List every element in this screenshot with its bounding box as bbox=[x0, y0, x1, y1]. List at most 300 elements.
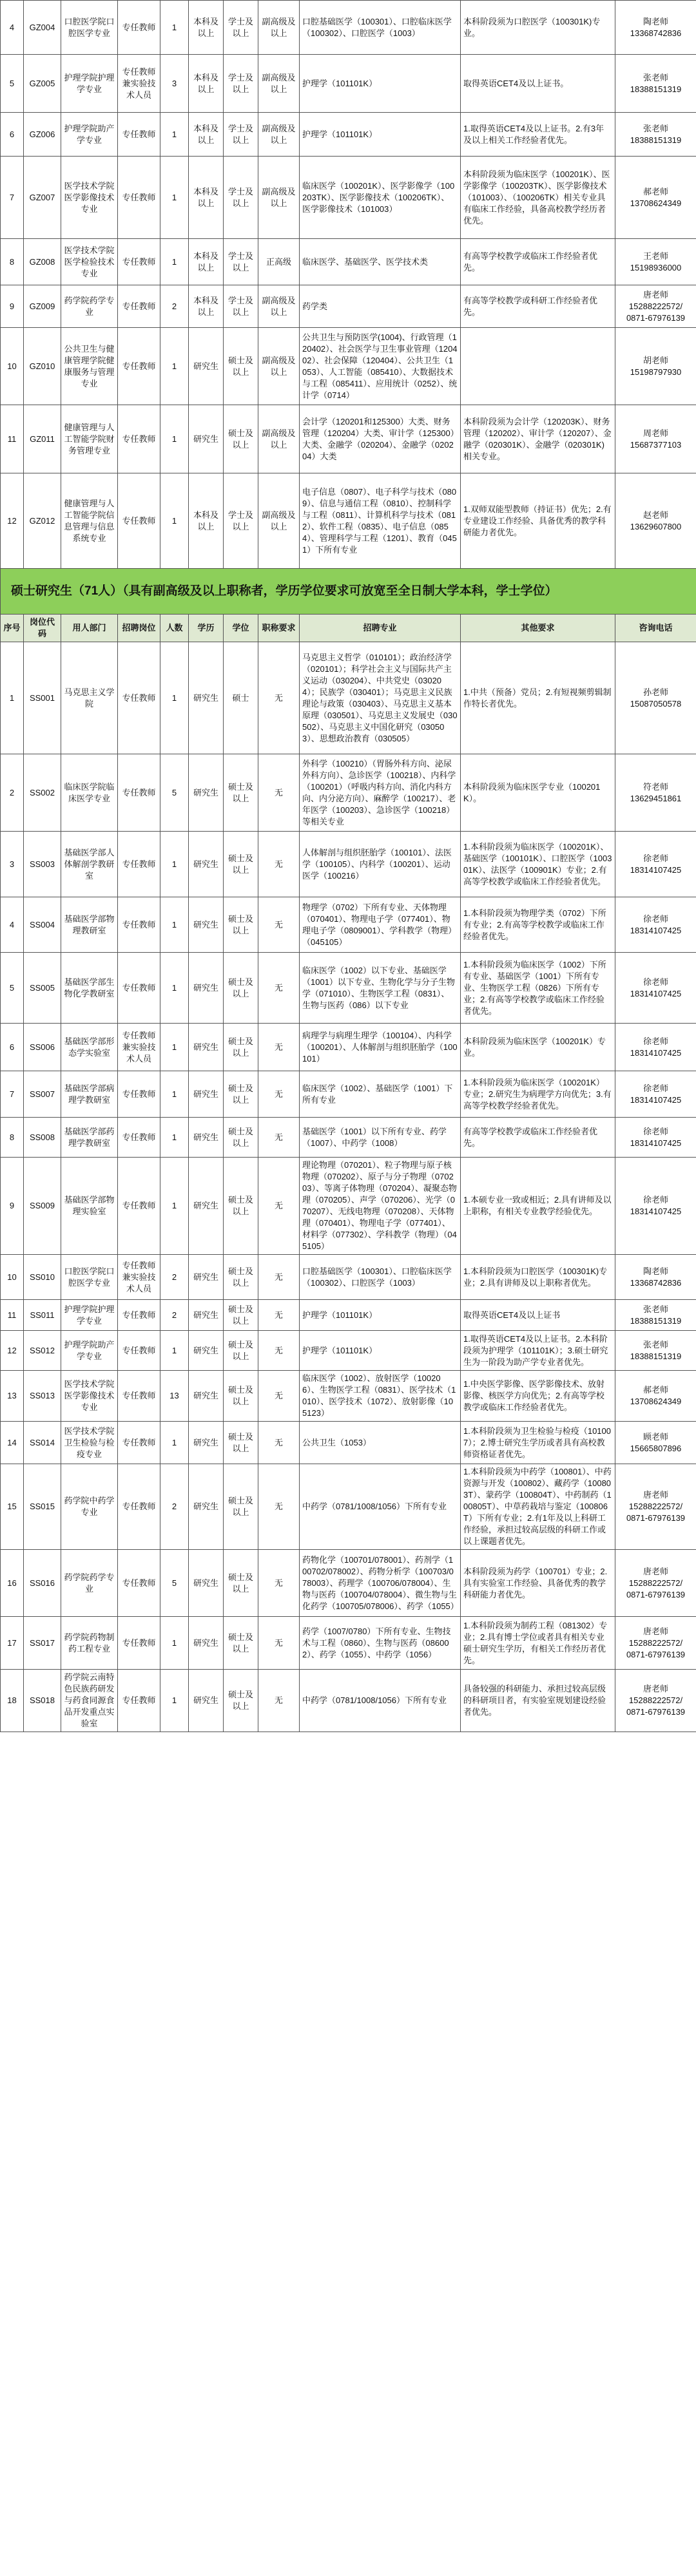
cell-contact: 符老师 13629451861 bbox=[615, 754, 696, 832]
cell-other: 1.本科阶段须为口腔医学（100301K)专业；2.具有讲师及以上职称者优先。 bbox=[461, 1255, 615, 1300]
cell-no: 3 bbox=[1, 832, 24, 897]
cell-major: 病理学与病理生理学（100104）、内科学（100201）、人体解剖与组织胚胎学（100101） bbox=[300, 1024, 461, 1071]
cell-code: GZ012 bbox=[24, 473, 61, 569]
cell-edu: 本科及以上 bbox=[189, 285, 224, 328]
cell-code: SS018 bbox=[24, 1670, 61, 1732]
table-row bbox=[1, 897, 696, 953]
cell-major: 基础医学（1001）以下所有专业、药学（1007）、中药学（1008） bbox=[300, 1118, 461, 1158]
cell-dept: 药学院中药学专业 bbox=[61, 1464, 118, 1550]
cell-title: 副高级及以上 bbox=[258, 157, 300, 239]
cell-code: SS009 bbox=[24, 1158, 61, 1255]
cell-major: 公共卫生（1053） bbox=[300, 1422, 461, 1464]
cell-code: GZ005 bbox=[24, 55, 61, 113]
cell-major: 护理学（101101K） bbox=[300, 113, 461, 157]
cell-dept: 健康管理与人工智能学院信息管理与信息系统专业 bbox=[61, 473, 118, 569]
cell-code: SS014 bbox=[24, 1422, 61, 1464]
cell-title: 无 bbox=[258, 1331, 300, 1371]
table-row bbox=[1, 1024, 696, 1071]
cell-contact: 周老师 15687377103 bbox=[615, 405, 696, 473]
header-dept: 用人部门 bbox=[61, 615, 118, 642]
cell-dept: 基础医学部病理学教研室 bbox=[61, 1071, 118, 1118]
cell-post: 专任教师 bbox=[118, 1071, 160, 1118]
cell-no: 12 bbox=[1, 1331, 24, 1371]
cell-degree: 硕士及以上 bbox=[224, 1158, 258, 1255]
cell-degree: 硕士及以上 bbox=[224, 1464, 258, 1550]
cell-contact: 王老师 15198936000 bbox=[615, 239, 696, 285]
cell-post: 专任教师 bbox=[118, 1300, 160, 1331]
cell-no: 9 bbox=[1, 1158, 24, 1255]
cell-other: 1.中共（预备）党员；2.有短视频剪辑制作特长者优先。 bbox=[461, 642, 615, 754]
cell-other: 1.本硕专业一致或相近；2.具有讲师及以上职称，有相关专业教学经验优先。 bbox=[461, 1158, 615, 1255]
cell-title: 无 bbox=[258, 1670, 300, 1732]
cell-num: 1 bbox=[160, 239, 189, 285]
cell-other: 有高等学校教学或临床工作经验者优先。 bbox=[461, 239, 615, 285]
cell-code: GZ009 bbox=[24, 285, 61, 328]
cell-post: 专任教师 bbox=[118, 1118, 160, 1158]
cell-major: 理论物理（070201）、粒子物理与原子核物理（070202）、原子与分子物理（070203）、等离子体物理（070204）、凝聚态物理（070205）、声学（070206）、光学（070207）、无线电物理（070208）、天体物理（070401）、物理电子学（077401）、材料学（077302）、学科教学（物理）（045105） bbox=[300, 1158, 461, 1255]
cell-degree: 硕士及以上 bbox=[224, 1024, 258, 1071]
cell-code: SS007 bbox=[24, 1071, 61, 1118]
cell-no: 11 bbox=[1, 405, 24, 473]
cell-code: SS012 bbox=[24, 1331, 61, 1371]
cell-edu: 研究生 bbox=[189, 1550, 224, 1617]
cell-edu: 研究生 bbox=[189, 1617, 224, 1670]
cell-num: 1 bbox=[160, 1071, 189, 1118]
cell-dept: 药学院药学专业 bbox=[61, 285, 118, 328]
cell-post: 专任教师兼实验技术人员 bbox=[118, 1024, 160, 1071]
table-row bbox=[1, 405, 696, 473]
cell-no: 5 bbox=[1, 55, 24, 113]
cell-other: 有高等学校教学或科研工作经验者优先。 bbox=[461, 285, 615, 328]
cell-post: 专任教师 bbox=[118, 1371, 160, 1422]
section-header-row bbox=[1, 569, 696, 615]
cell-contact: 徐老师 18314107425 bbox=[615, 1071, 696, 1118]
cell-degree: 硕士及以上 bbox=[224, 1118, 258, 1158]
cell-dept: 医学技术学院医学影像技术专业 bbox=[61, 157, 118, 239]
cell-num: 13 bbox=[160, 1371, 189, 1422]
cell-num: 1 bbox=[160, 1331, 189, 1371]
cell-no: 15 bbox=[1, 1464, 24, 1550]
cell-contact: 顾老师 15665807896 bbox=[615, 1422, 696, 1464]
cell-no: 12 bbox=[1, 473, 24, 569]
cell-code: SS011 bbox=[24, 1300, 61, 1331]
cell-contact: 唐老师 15288222572/ 0871-67976139 bbox=[615, 285, 696, 328]
cell-code: GZ011 bbox=[24, 405, 61, 473]
cell-num: 1 bbox=[160, 897, 189, 953]
cell-major: 中药学（0781/1008/1056）下所有专业 bbox=[300, 1670, 461, 1732]
cell-degree: 硕士及以上 bbox=[224, 405, 258, 473]
cell-no: 8 bbox=[1, 1118, 24, 1158]
cell-dept: 药学院药学专业 bbox=[61, 1550, 118, 1617]
cell-title: 无 bbox=[258, 1118, 300, 1158]
cell-degree: 硕士及以上 bbox=[224, 754, 258, 832]
cell-edu: 研究生 bbox=[189, 953, 224, 1024]
cell-num: 1 bbox=[160, 157, 189, 239]
cell-other: 1.双师双能型教师（持证书）优先；2.有专业建设工作经验、具备优秀的教学科研能力者优先。 bbox=[461, 473, 615, 569]
cell-dept: 护理学院助产学专业 bbox=[61, 113, 118, 157]
cell-major: 护理学（101101K） bbox=[300, 55, 461, 113]
cell-post: 专任教师 bbox=[118, 113, 160, 157]
cell-post: 专任教师 bbox=[118, 1670, 160, 1732]
cell-edu: 研究生 bbox=[189, 1670, 224, 1732]
header-other: 其他要求 bbox=[461, 615, 615, 642]
cell-other: 有高等学校教学或临床工作经验者优先。 bbox=[461, 1118, 615, 1158]
cell-no: 13 bbox=[1, 1371, 24, 1422]
table-row bbox=[1, 1158, 696, 1255]
table-row bbox=[1, 113, 696, 157]
cell-dept: 护理学院助产学专业 bbox=[61, 1331, 118, 1371]
cell-other: 1.本科阶段须为临床医学（1002）下所有专业、基础医学（1001）下所有专业、生物医学工程（0826）下所有专业；2.有高等学校教学或临床工作经验者优先。 bbox=[461, 953, 615, 1024]
cell-other: 取得英语CET4及以上证书。 bbox=[461, 55, 615, 113]
header-num: 人数 bbox=[160, 615, 189, 642]
table-row bbox=[1, 55, 696, 113]
cell-no: 10 bbox=[1, 328, 24, 405]
cell-edu: 研究生 bbox=[189, 1422, 224, 1464]
cell-degree: 硕士及以上 bbox=[224, 1550, 258, 1617]
table-row bbox=[1, 1371, 696, 1422]
cell-code: GZ004 bbox=[24, 1, 61, 55]
table-row bbox=[1, 328, 696, 405]
cell-degree: 硕士及以上 bbox=[224, 897, 258, 953]
cell-contact: 郝老师 13708624349 bbox=[615, 1371, 696, 1422]
cell-no: 18 bbox=[1, 1670, 24, 1732]
cell-title: 无 bbox=[258, 1300, 300, 1331]
cell-post: 专任教师 bbox=[118, 897, 160, 953]
cell-title: 副高级及以上 bbox=[258, 473, 300, 569]
cell-major: 临床医学（1002）、基础医学（1001）下所有专业 bbox=[300, 1071, 461, 1118]
cell-major: 临床医学、基础医学、医学技术类 bbox=[300, 239, 461, 285]
cell-post: 专任教师 bbox=[118, 1, 160, 55]
cell-degree: 硕士及以上 bbox=[224, 328, 258, 405]
cell-dept: 护理学院护理学专业 bbox=[61, 55, 118, 113]
cell-code: SS013 bbox=[24, 1371, 61, 1422]
cell-edu: 研究生 bbox=[189, 1300, 224, 1331]
cell-title: 无 bbox=[258, 1371, 300, 1422]
cell-num: 3 bbox=[160, 55, 189, 113]
cell-post: 专任教师 bbox=[118, 1617, 160, 1670]
cell-title: 副高级及以上 bbox=[258, 113, 300, 157]
cell-code: SS008 bbox=[24, 1118, 61, 1158]
cell-title: 无 bbox=[258, 1024, 300, 1071]
cell-num: 5 bbox=[160, 754, 189, 832]
cell-contact: 唐老师 15288222572/ 0871-67976139 bbox=[615, 1670, 696, 1732]
cell-other: 本科阶段须为临床医学（100201K）、医学影像学（100203TK）、医学影像技术（101003）、（100206TK）相关专业具有临床工作经验，具备高校教学经历者优先。 bbox=[461, 157, 615, 239]
cell-title: 无 bbox=[258, 953, 300, 1024]
cell-major: 临床医学（1002）以下专业、基础医学（1001）以下专业、生物化学与分子生物学（071010）、生物医学工程（0831）、生物与医药（086）以下专业 bbox=[300, 953, 461, 1024]
cell-edu: 本科及以上 bbox=[189, 157, 224, 239]
cell-degree: 学士及以上 bbox=[224, 473, 258, 569]
table-row bbox=[1, 473, 696, 569]
cell-no: 17 bbox=[1, 1617, 24, 1670]
cell-degree: 学士及以上 bbox=[224, 157, 258, 239]
cell-title: 无 bbox=[258, 1255, 300, 1300]
cell-other: 1.本科阶段须为临床医学（100201K）、基础医学（100101K）、口腔医学（100301K）、法医学（100901K）专业；2.有高等学校教学或临床工作经验者优先。 bbox=[461, 832, 615, 897]
table-row bbox=[1, 157, 696, 239]
cell-dept: 医学技术学院医学检验技术专业 bbox=[61, 239, 118, 285]
cell-dept: 公共卫生与健康管理学院健康服务与管理专业 bbox=[61, 328, 118, 405]
cell-dept: 基础医学部物理实验室 bbox=[61, 1158, 118, 1255]
cell-contact: 张老师 18388151319 bbox=[615, 1300, 696, 1331]
cell-degree: 硕士及以上 bbox=[224, 1331, 258, 1371]
cell-code: SS001 bbox=[24, 642, 61, 754]
cell-title: 副高级及以上 bbox=[258, 55, 300, 113]
cell-title: 副高级及以上 bbox=[258, 1, 300, 55]
cell-dept: 医学技术学院卫生检验与检疫专业 bbox=[61, 1422, 118, 1464]
cell-title: 无 bbox=[258, 754, 300, 832]
cell-degree: 硕士 bbox=[224, 642, 258, 754]
cell-degree: 学士及以上 bbox=[224, 1, 258, 55]
cell-other: 取得英语CET4及以上证书 bbox=[461, 1300, 615, 1331]
cell-major: 药物化学（100701/078001）、药剂学（100702/078002）、药物分析学（100703/078003）、药理学（100706/078004）、生物与医药（100704/078004）、微生物与生化药学（100705/078006）、药学（1055） bbox=[300, 1550, 461, 1617]
cell-post: 专任教师 bbox=[118, 328, 160, 405]
table-row bbox=[1, 1670, 696, 1732]
cell-dept: 基础医学部生物化学教研室 bbox=[61, 953, 118, 1024]
cell-major: 会计学（120201和125300）大类、财务管理（120204）大类、审计学（125300）大类、金融学（020204）、金融学（020204）大类 bbox=[300, 405, 461, 473]
cell-other: 1.本科阶段须为临床医学（100201K）专业；2.研究生为病理学方向优先；3.有高等学校教学经验者优先。 bbox=[461, 1071, 615, 1118]
cell-edu: 研究生 bbox=[189, 897, 224, 953]
cell-edu: 本科及以上 bbox=[189, 1, 224, 55]
cell-major: 口腔基础医学（100301）、口腔临床医学（100302）、口腔医学（1003） bbox=[300, 1, 461, 55]
cell-degree: 学士及以上 bbox=[224, 239, 258, 285]
cell-other: 本科阶段须为临床医学（100201K）专业。 bbox=[461, 1024, 615, 1071]
cell-contact: 唐老师 15288222572/ 0871-67976139 bbox=[615, 1550, 696, 1617]
cell-edu: 本科及以上 bbox=[189, 239, 224, 285]
table-row bbox=[1, 1422, 696, 1464]
cell-num: 1 bbox=[160, 405, 189, 473]
cell-dept: 马克思主义学院 bbox=[61, 642, 118, 754]
cell-edu: 研究生 bbox=[189, 1331, 224, 1371]
cell-code: SS003 bbox=[24, 832, 61, 897]
cell-num: 1 bbox=[160, 832, 189, 897]
cell-degree: 硕士及以上 bbox=[224, 1617, 258, 1670]
cell-dept: 临床医学院临床医学专业 bbox=[61, 754, 118, 832]
cell-degree: 硕士及以上 bbox=[224, 953, 258, 1024]
cell-major: 临床医学（100201K）、医学影像学（100203TK）、医学影像技术（100206TK）、医学影像技术（101003） bbox=[300, 157, 461, 239]
cell-num: 2 bbox=[160, 1464, 189, 1550]
table-row bbox=[1, 1255, 696, 1300]
cell-contact: 张老师 18388151319 bbox=[615, 1331, 696, 1371]
cell-num: 5 bbox=[160, 1550, 189, 1617]
table-row bbox=[1, 239, 696, 285]
table-row bbox=[1, 1331, 696, 1371]
cell-code: SS002 bbox=[24, 754, 61, 832]
cell-contact: 徐老师 18314107425 bbox=[615, 1158, 696, 1255]
cell-other bbox=[461, 328, 615, 405]
cell-code: GZ010 bbox=[24, 328, 61, 405]
cell-post: 专任教师 bbox=[118, 473, 160, 569]
cell-title: 副高级及以上 bbox=[258, 285, 300, 328]
cell-title: 无 bbox=[258, 1158, 300, 1255]
cell-contact: 陶老师 13368742836 bbox=[615, 1, 696, 55]
cell-post: 专任教师兼实验技术人员 bbox=[118, 55, 160, 113]
cell-title: 无 bbox=[258, 1422, 300, 1464]
table-row bbox=[1, 285, 696, 328]
cell-num: 1 bbox=[160, 1158, 189, 1255]
header-contact: 咨询电话 bbox=[615, 615, 696, 642]
cell-contact: 徐老师 18314107425 bbox=[615, 897, 696, 953]
cell-other: 本科阶段须为会计学（120203K）、财务管理（120202）、审计学（120207）、金融学（020301K）、金融学（020301K)相关专业。 bbox=[461, 405, 615, 473]
cell-edu: 研究生 bbox=[189, 1158, 224, 1255]
cell-num: 1 bbox=[160, 1024, 189, 1071]
cell-other: 1.本科阶段须为中药学（100801）、中药资源与开发（100802）、藏药学（100803T）、蒙药学（100804T）、中药制药（100805T）、中草药栽培与鉴定（100806T）下所有专业；2.有1年及以上科研工作经验，承担过较高层级的科研工作或以上课题者优先。 bbox=[461, 1464, 615, 1550]
cell-edu: 研究生 bbox=[189, 642, 224, 754]
top-rows bbox=[1, 1, 696, 569]
table-row bbox=[1, 1464, 696, 1550]
cell-code: SS005 bbox=[24, 953, 61, 1024]
cell-no: 2 bbox=[1, 754, 24, 832]
cell-code: SS015 bbox=[24, 1464, 61, 1550]
table-row bbox=[1, 1118, 696, 1158]
cell-title: 正高级 bbox=[258, 239, 300, 285]
cell-num: 1 bbox=[160, 1670, 189, 1732]
table-row bbox=[1, 1550, 696, 1617]
cell-major: 药学（1007/0780）下所有专业、生物技术与工程（0860）、生物与医药（086002）、药学（1055）、中药学（1056） bbox=[300, 1617, 461, 1670]
cell-code: GZ008 bbox=[24, 239, 61, 285]
cell-edu: 研究生 bbox=[189, 328, 224, 405]
header-major: 招聘专业 bbox=[300, 615, 461, 642]
cell-major: 人体解剖与组织胚胎学（100101）、法医学（100105）、内科学（100201）、运动医学（100216） bbox=[300, 832, 461, 897]
cell-edu: 研究生 bbox=[189, 1071, 224, 1118]
cell-dept: 医学技术学院医学影像技术专业 bbox=[61, 1371, 118, 1422]
cell-other: 1.中央医学影像、医学影像技术、放射影像、核医学方向优先；2.有高等学校教学或临床工作经验者优先。 bbox=[461, 1371, 615, 1422]
cell-title: 无 bbox=[258, 642, 300, 754]
cell-other: 1.取得英语CET4及以上证书。2.本科阶段须为护理学（101101K）；3.硕士研究生为一阶段为助产学专业者优先。 bbox=[461, 1331, 615, 1371]
cell-no: 7 bbox=[1, 157, 24, 239]
header-title: 职称要求 bbox=[258, 615, 300, 642]
cell-title: 无 bbox=[258, 1071, 300, 1118]
cell-dept: 基础医学部人体解剖学教研室 bbox=[61, 832, 118, 897]
cell-no: 4 bbox=[1, 897, 24, 953]
cell-major: 药学类 bbox=[300, 285, 461, 328]
cell-post: 专任教师 bbox=[118, 239, 160, 285]
cell-title: 无 bbox=[258, 832, 300, 897]
cell-degree: 硕士及以上 bbox=[224, 1255, 258, 1300]
cell-num: 1 bbox=[160, 642, 189, 754]
cell-contact: 赵老师 13629607800 bbox=[615, 473, 696, 569]
cell-num: 1 bbox=[160, 1, 189, 55]
cell-no: 11 bbox=[1, 1300, 24, 1331]
cell-code: SS004 bbox=[24, 897, 61, 953]
section-title: 硕士研究生（71人）（具有副高级及以上职称者，学历学位要求可放宽至全日制大学本科，学士学位） bbox=[1, 569, 696, 615]
cell-major: 口腔基础医学（100301）、口腔临床医学（100302）、口腔医学（1003） bbox=[300, 1255, 461, 1300]
cell-title: 无 bbox=[258, 1617, 300, 1670]
cell-no: 16 bbox=[1, 1550, 24, 1617]
cell-post: 专任教师 bbox=[118, 1464, 160, 1550]
cell-code: SS006 bbox=[24, 1024, 61, 1071]
cell-title: 副高级及以上 bbox=[258, 405, 300, 473]
cell-other: 1.取得英语CET4及以上证书。2.有3年及以上相关工作经验者优先。 bbox=[461, 113, 615, 157]
cell-num: 1 bbox=[160, 1118, 189, 1158]
cell-other: 1.本科阶段须为卫生检验与检疫（101007）；2.博士研究生学历或者具有高校教师资格证者优先。 bbox=[461, 1422, 615, 1464]
table-row bbox=[1, 642, 696, 754]
cell-contact: 徐老师 18314107425 bbox=[615, 953, 696, 1024]
cell-contact: 徐老师 18314107425 bbox=[615, 1024, 696, 1071]
cell-num: 1 bbox=[160, 1617, 189, 1670]
cell-no: 8 bbox=[1, 239, 24, 285]
cell-title: 无 bbox=[258, 1464, 300, 1550]
header-post: 招聘岗位 bbox=[118, 615, 160, 642]
cell-dept: 基础医学部药理学教研室 bbox=[61, 1118, 118, 1158]
cell-post: 专任教师 bbox=[118, 157, 160, 239]
table-row bbox=[1, 1, 696, 55]
cell-degree: 硕士及以上 bbox=[224, 1670, 258, 1732]
cell-no: 14 bbox=[1, 1422, 24, 1464]
cell-contact: 胡老师 15198797930 bbox=[615, 328, 696, 405]
cell-title: 无 bbox=[258, 1550, 300, 1617]
cell-major: 中药学（0781/1008/1056）下所有专业 bbox=[300, 1464, 461, 1550]
cell-no: 6 bbox=[1, 113, 24, 157]
cell-major: 临床医学（1002）、放射医学（100206）、生物医学工程（0831）、医学技术（1010）、医学技术（1072）、放射影像（105123） bbox=[300, 1371, 461, 1422]
cell-degree: 硕士及以上 bbox=[224, 1371, 258, 1422]
cell-degree: 学士及以上 bbox=[224, 113, 258, 157]
cell-no: 5 bbox=[1, 953, 24, 1024]
cell-other: 具备较强的科研能力、承担过较高层级的科研项目者，有实验室规划建设经验者优先。 bbox=[461, 1670, 615, 1732]
cell-num: 1 bbox=[160, 113, 189, 157]
header-degree: 学位 bbox=[224, 615, 258, 642]
cell-post: 专任教师兼实验技术人员 bbox=[118, 1255, 160, 1300]
cell-post: 专任教师 bbox=[118, 1422, 160, 1464]
cell-degree: 硕士及以上 bbox=[224, 1071, 258, 1118]
cell-no: 4 bbox=[1, 1, 24, 55]
cell-post: 专任教师 bbox=[118, 953, 160, 1024]
cell-degree: 学士及以上 bbox=[224, 55, 258, 113]
cell-contact: 郝老师 13708624349 bbox=[615, 157, 696, 239]
cell-code: GZ006 bbox=[24, 113, 61, 157]
cell-contact: 徐老师 18314107425 bbox=[615, 1118, 696, 1158]
cell-degree: 学士及以上 bbox=[224, 285, 258, 328]
cell-no: 9 bbox=[1, 285, 24, 328]
cell-contact: 张老师 18388151319 bbox=[615, 113, 696, 157]
cell-no: 7 bbox=[1, 1071, 24, 1118]
cell-num: 2 bbox=[160, 1300, 189, 1331]
header-code: 岗位代码 bbox=[24, 615, 61, 642]
cell-dept: 基础医学部形态学实验室 bbox=[61, 1024, 118, 1071]
main-rows bbox=[1, 642, 696, 1732]
cell-edu: 研究生 bbox=[189, 1255, 224, 1300]
cell-edu: 研究生 bbox=[189, 1024, 224, 1071]
cell-edu: 本科及以上 bbox=[189, 473, 224, 569]
cell-other: 本科阶段须为口腔医学（100301K)专业。 bbox=[461, 1, 615, 55]
cell-edu: 研究生 bbox=[189, 754, 224, 832]
cell-dept: 基础医学部物理教研室 bbox=[61, 897, 118, 953]
table-row bbox=[1, 1071, 696, 1118]
cell-dept: 口腔医学院口腔医学专业 bbox=[61, 1255, 118, 1300]
cell-edu: 研究生 bbox=[189, 832, 224, 897]
cell-major: 外科学（100210）（胃肠外科方向、泌尿外科方向）、急诊医学（100218）、内科学（100201）（呼吸内科方向、消化内科方向、内分泌方向）、麻醉学（100217）、老年医学（100203）、急诊医学（100218）等相关专业 bbox=[300, 754, 461, 832]
table-row bbox=[1, 754, 696, 832]
cell-major: 护理学（101101K） bbox=[300, 1300, 461, 1331]
table-row bbox=[1, 832, 696, 897]
cell-post: 专任教师 bbox=[118, 1550, 160, 1617]
cell-major: 电子信息（0807）、电子科学与技术（0809）、信息与通信工程（0810）、控制科学与工程（0811）、计算机科学与技术（0812）、软件工程（0835）、电子信息（0854）、管理科学与工程（1201）、教育（0451）下所有专业 bbox=[300, 473, 461, 569]
cell-post: 专任教师 bbox=[118, 1331, 160, 1371]
cell-num: 1 bbox=[160, 1422, 189, 1464]
cell-num: 1 bbox=[160, 328, 189, 405]
cell-contact: 唐老师 15288222572/ 0871-67976139 bbox=[615, 1464, 696, 1550]
cell-degree: 硕士及以上 bbox=[224, 1422, 258, 1464]
cell-edu: 研究生 bbox=[189, 1464, 224, 1550]
cell-major: 公共卫生与预防医学(1004)、行政管理（120402）、社会医学与卫生事业管理（120402）、社会保障（120404）、公共卫生（1053）、人工智能（085410）、大数据技术与工程（085411）、应用统计（0252）、统计学（0714） bbox=[300, 328, 461, 405]
table-row bbox=[1, 953, 696, 1024]
cell-num: 2 bbox=[160, 285, 189, 328]
cell-title: 无 bbox=[258, 897, 300, 953]
table-row bbox=[1, 1300, 696, 1331]
header-edu: 学历 bbox=[189, 615, 224, 642]
cell-title: 副高级及以上 bbox=[258, 328, 300, 405]
cell-post: 专任教师 bbox=[118, 642, 160, 754]
cell-contact: 徐老师 18314107425 bbox=[615, 832, 696, 897]
cell-edu: 研究生 bbox=[189, 1371, 224, 1422]
